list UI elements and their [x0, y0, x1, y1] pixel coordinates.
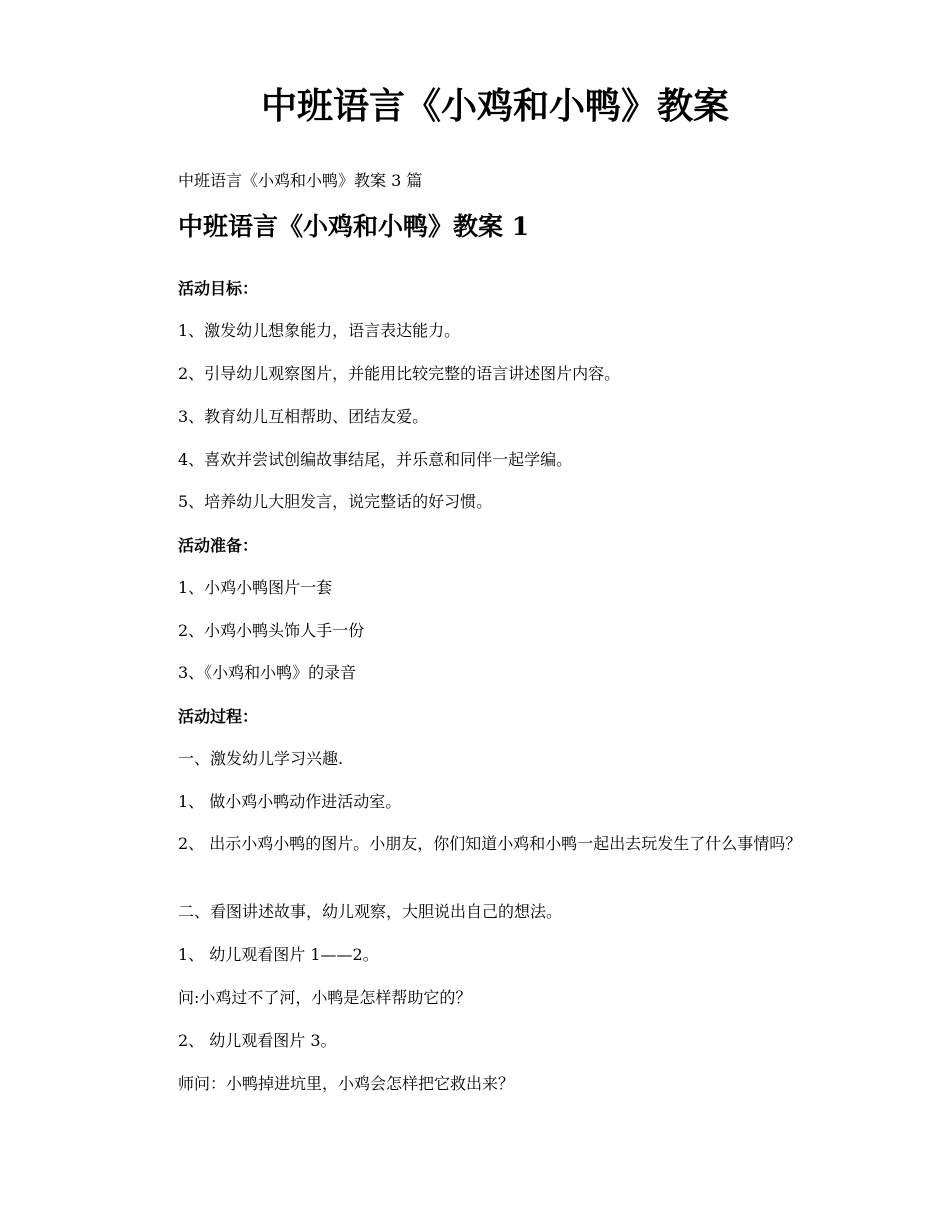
process-item-4: 二、看图讲述故事，幼儿观察，大胆说出自己的想法。	[178, 902, 563, 921]
goal-item-3: 3、教育幼儿互相帮助、团结友爱。	[178, 407, 429, 426]
goal-item-2: 2、引导幼儿观察图片，并能用比较完整的语言讲述图片内容。	[178, 364, 621, 383]
goal-item-4: 4、喜欢并尝试创编故事结尾，并乐意和同伴一起学编。	[178, 450, 573, 469]
prep-heading: 活动准备：	[178, 536, 259, 555]
prep-item-1: 1、小鸡小鸭图片一套	[178, 578, 333, 597]
process-item-5: 1、 幼儿观看图片 1——2。	[178, 945, 379, 964]
document-title: 中班语言《小鸡和小鸭》教案	[260, 85, 729, 127]
process-item-6: 问:小鸡过不了河，小鸭是怎样帮助它的？	[178, 988, 472, 1007]
goal-item-1: 1、激发幼儿想象能力，语言表达能力。	[178, 321, 461, 340]
prep-item-2: 2、小鸡小鸭头饰人手一份	[178, 621, 365, 640]
process-item-2: 1、 做小鸡小鸭动作进活动室。	[178, 792, 402, 811]
section-title: 中班语言《小鸡和小鸭》教案 1	[178, 212, 530, 241]
process-item-7: 2、 幼儿观看图片 3。	[178, 1031, 337, 1050]
process-item-1: 一、激发幼儿学习兴趣.	[178, 749, 344, 768]
process-item-8: 师问：小鸭掉进坑里，小鸡会怎样把它救出来？	[178, 1074, 515, 1093]
document-subtitle: 中班语言《小鸡和小鸭》教案 3 篇	[178, 171, 423, 190]
goal-item-5: 5、培养幼儿大胆发言，说完整话的好习惯。	[178, 492, 493, 511]
process-heading: 活动过程：	[178, 707, 259, 726]
prep-item-3: 3、《小鸡和小鸭》的录音	[178, 663, 357, 682]
process-item-3: 2、 出示小鸡小鸭的图片。小朋友，你们知道小鸡和小鸭一起出去玩发生了什么事情吗？	[178, 834, 802, 853]
goals-heading: 活动目标：	[178, 279, 259, 298]
